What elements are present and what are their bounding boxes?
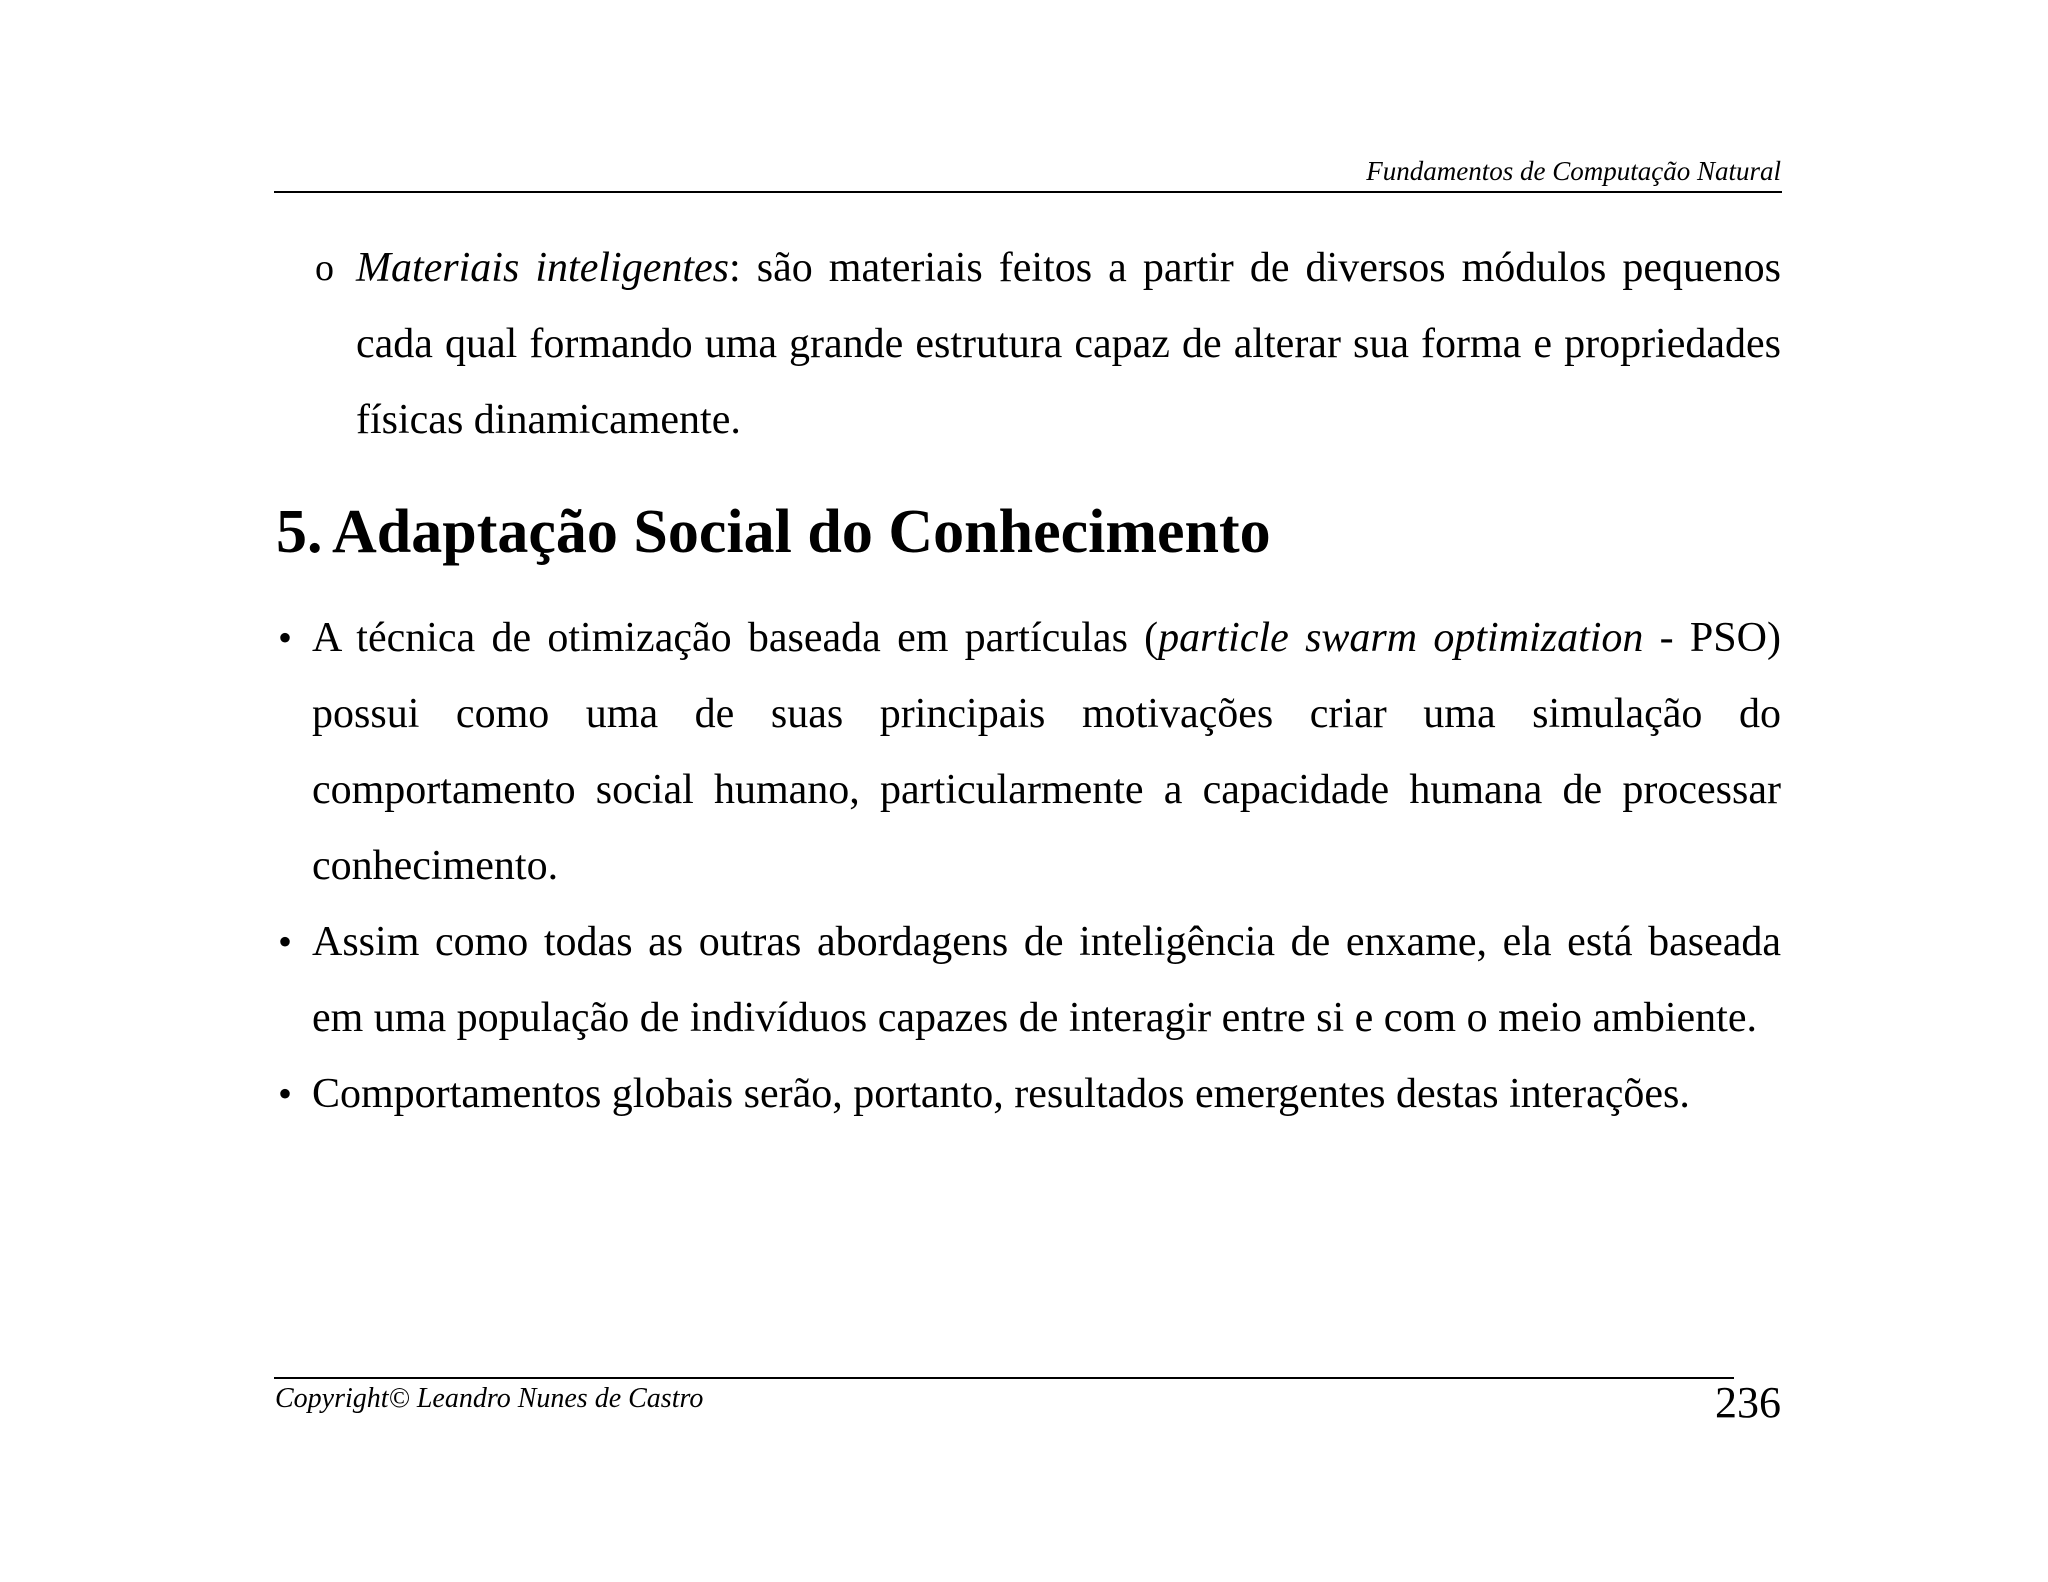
- sub-item-materiais-inteligentes: [274, 230, 1781, 458]
- bullet-text: Comportamentos globais serão, portanto, resultados emergentes destas interações.: [312, 1071, 1690, 1117]
- page-number: 236: [1715, 1378, 1781, 1427]
- bullet-text-before: A técnica de otimização baseada em partículas (: [312, 615, 1159, 661]
- footer-copyright: Copyright© Leandro Nunes de Castro: [275, 1383, 704, 1414]
- running-header-title: Fundamentos de Computação Natural: [1366, 156, 1781, 186]
- bullet-marker: •: [278, 1071, 293, 1116]
- bullet-marker: •: [278, 919, 293, 964]
- section-heading: [276, 492, 1271, 572]
- sub-item-marker: o: [315, 247, 334, 289]
- sub-item-text: : são materiais feitos a partir de diversos módulos pequenos cada qual formando uma grande estrutura capaz de alterar sua forma e propriedades físicas dinamicamente.: [356, 245, 1781, 443]
- footer-rule: [274, 1377, 1734, 1379]
- header-rule: [274, 191, 1782, 193]
- bullet-italic-term: particle swarm optimization: [1158, 615, 1644, 661]
- bullet-item-comportamentos: [274, 1056, 1781, 1132]
- sub-item-term: Materiais inteligentes: [356, 245, 729, 291]
- section-title: Adaptação Social do Conhecimento: [332, 498, 1271, 566]
- section-number: 5.: [276, 498, 323, 566]
- bullet-item-enxame: [274, 904, 1781, 1056]
- bullet-text-after: - PSO) possui como uma de suas principais motivações criar uma simulação do comportamento social humano, particularmente a capacidade humana de processar conhecimento.: [312, 615, 1781, 889]
- bullet-marker: •: [278, 615, 293, 660]
- bullet-item-pso: [274, 600, 1781, 904]
- bullet-list: [274, 600, 1781, 1132]
- bullet-text: Assim como todas as outras abordagens de inteligência de enxame, ela está baseada em uma população de indivíduos capazes de interagir entre si e com o meio ambiente.: [312, 919, 1781, 1041]
